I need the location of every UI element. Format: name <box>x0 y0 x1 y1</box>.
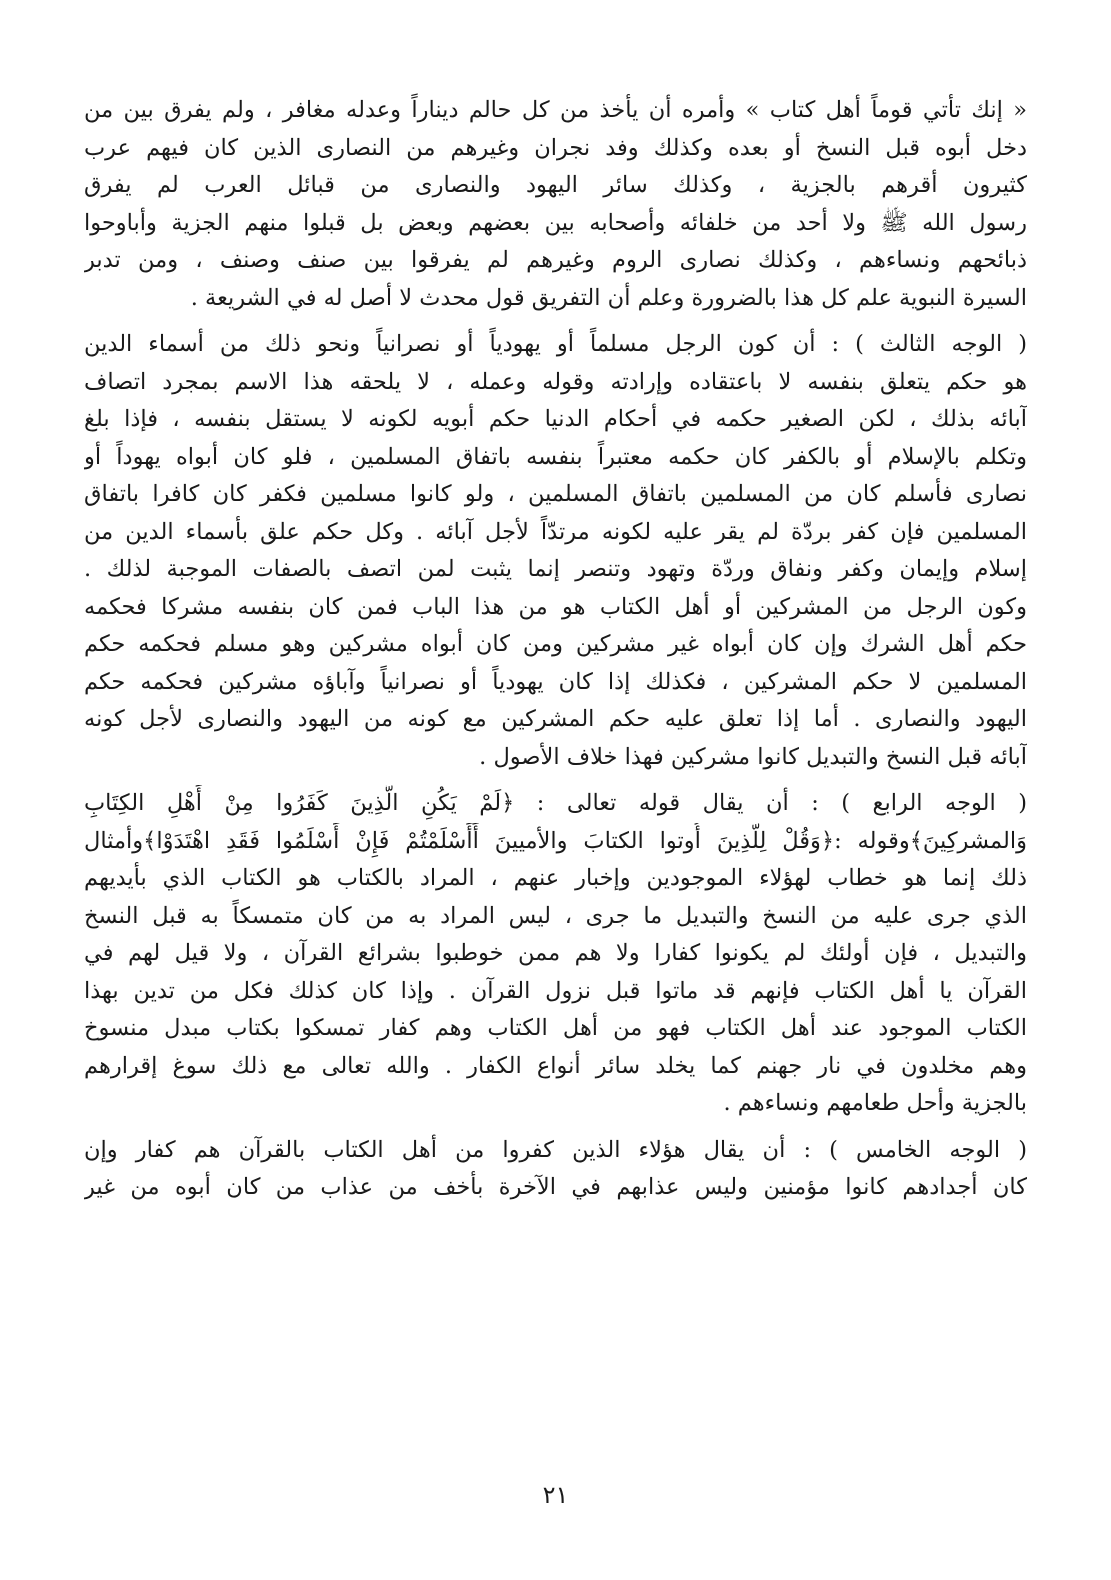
paragraph-4 <box>84 1132 1027 1207</box>
text-line: آبائه قبل النسخ والتبديل كانوا مشركين فهذا خلاف الأصول . <box>479 743 1027 770</box>
text-line: وتكلم بالإسلام أو بالكفر كان حكمه معتبراً بنفسه باتفاق المسلمين ، فلو كان أبواه يهوداً أو <box>84 443 1027 470</box>
text-line: ( الوجه الرابع ) : أن يقال قوله تعالى : ﴿لَمْ يَكُنِ الَّذِينَ كَفَرُوا مِنْ أَهْلِ الكِتَابِ <box>84 790 1027 816</box>
paragraph-2 <box>84 326 1027 776</box>
text-line: وَالمشركِينَ﴾وقوله :﴿وَقُلْ لِلّذِينَ أُوتوا الكتابَ والأميينَ أَأَسْلَمْتُمْ فَإِنْ أَسْلَمُوا فَقَدِ اهْتَدَوْا﴾وأمثال <box>84 827 1027 854</box>
text-line: وهم مخلدون في نار جهنم كما يخلد سائر أنواع الكفار . والله تعالى مع ذلك سوغ إقرارهم <box>84 1052 1027 1079</box>
text-line: اليهود والنصارى . أما إذا تعلق عليه حكم المشركين مع كونه من اليهود والنصارى لأجل كونه <box>84 706 1027 732</box>
text-line: نصارى فأسلم كان من المسلمين باتفاق المسلمين ، ولو كانوا مسلمين فكفر كان كافرا باتفاق <box>84 481 1027 507</box>
text-line: والتبديل ، فإن أولئك لم يكونوا كفارا ولا هم ممن خوطبوا بشرائع القرآن ، ولا قيل لهم في <box>84 940 1027 966</box>
text-line: دخل أبوه قبل النسخ أو بعده وكذلك وفد نجران وغيرهم من النصارى الذين كان فيهم عرب <box>84 134 1027 161</box>
text-line: ( الوجه الخامس ) : أن يقال هؤلاء الذين كفروا من أهل الكتاب بالقرآن هم كفار وإن <box>84 1136 1027 1163</box>
text-line: ( الوجه الثالث ) : أن كون الرجل مسلماً أو يهودياً أو نصرانياً ونحو ذلك من أسماء الدين <box>84 331 1027 357</box>
paragraph-1 <box>84 92 1027 317</box>
text-line: رسول الله ﷺ ولا أحد من خلفائه وأصحابه بين بعضهم وبعض بل قبلوا منهم الجزية وأباوحوا <box>84 209 1027 236</box>
text-line: « إنك تأتي قوماً أهل كتاب » وأمره أن يأخذ من كل حالم ديناراً وعدله مغافر ، ولم يفرق بين من <box>84 97 1027 123</box>
text-line: القرآن يا أهل الكتاب فإنهم قد ماتوا قبل نزول القرآن . وإذا كان كذلك فكل من تدين بهذا <box>84 977 1027 1004</box>
text-line: كان أجدادهم كانوا مؤمنين وليس عذابهم في الآخرة بأخف من عذاب من كان أبوه من غير <box>84 1174 1027 1200</box>
page-number: ٢١ <box>542 1481 569 1509</box>
paragraph-gap <box>84 776 1027 785</box>
text-line: المسلمين لا حكم المشركين ، فكذلك إذا كان يهودياً أو نصرانياً وآباؤه مشركين فحكمه حكم <box>84 668 1027 695</box>
text-line: إسلام وإيمان وكفر ونفاق وردّة وتهود وتنصر إنما يثبت لمن اتصف بالصفات الموجبة لذلك . <box>84 556 1027 582</box>
text-line: الذي جرى عليه من النسخ والتبديل ما جرى ، ليس المراد به من كان متمسكاً به قبل النسخ <box>84 902 1027 929</box>
text-line: السيرة النبوية علم كل هذا بالضرورة وعلم أن التفريق قول محدث لا أصل له في الشريعة . <box>190 284 1027 311</box>
paragraph-gap <box>84 317 1027 326</box>
text-line: ذبائحهم ونساءهم ، وكذلك نصارى الروم وغيرهم لم يفرقوا بين صنف وصنف ، ومن تدبر <box>84 247 1027 273</box>
text-line: وكون الرجل من المشركين أو أهل الكتاب هو من هذا الباب فمن كان بنفسه مشركا فحكمه <box>84 593 1027 620</box>
paragraph-gap <box>84 1123 1027 1132</box>
text-line: المسلمين فإن كفر بردّة لم يقر عليه لكونه مرتدّاً لأجل آبائه . وكل حكم علق بأسماء الدين من <box>84 518 1027 545</box>
page-body <box>84 92 1027 1207</box>
paragraph-3 <box>84 785 1027 1123</box>
text-line: هو حكم يتعلق بنفسه لا باعتقاده وإرادته وقوله وعمله ، لا يلحقه هذا الاسم بمجرد اتصاف <box>84 368 1027 395</box>
text-line: ذلك إنما هو خطاب لهؤلاء الموجودين وإخبار عنهم ، المراد بالكتاب هو الكتاب الذي بأيديهم <box>84 865 1027 891</box>
text-line: حكم أهل الشرك وإن كان أبواه غير مشركين ومن كان أبواه مشركين وهو مسلم فحكمه حكم <box>84 631 1027 657</box>
text-line: آبائه بذلك ، لكن الصغير حكمه في أحكام الدنيا حكم أبويه لكونه لا يستقل بنفسه ، فإذا بلغ <box>84 406 1027 432</box>
text-line: الكتاب الموجود عند أهل الكتاب فهو من أهل الكتاب وهم كفار تمسكوا بكتاب مبدل منسوخ <box>84 1015 1027 1041</box>
text-line: بالجزية وأحل طعامهم ونساءهم . <box>723 1090 1027 1116</box>
text-line: كثيرون أقرهم بالجزية ، وكذلك سائر اليهود والنصارى من قبائل العرب لم يفرق <box>84 172 1027 198</box>
